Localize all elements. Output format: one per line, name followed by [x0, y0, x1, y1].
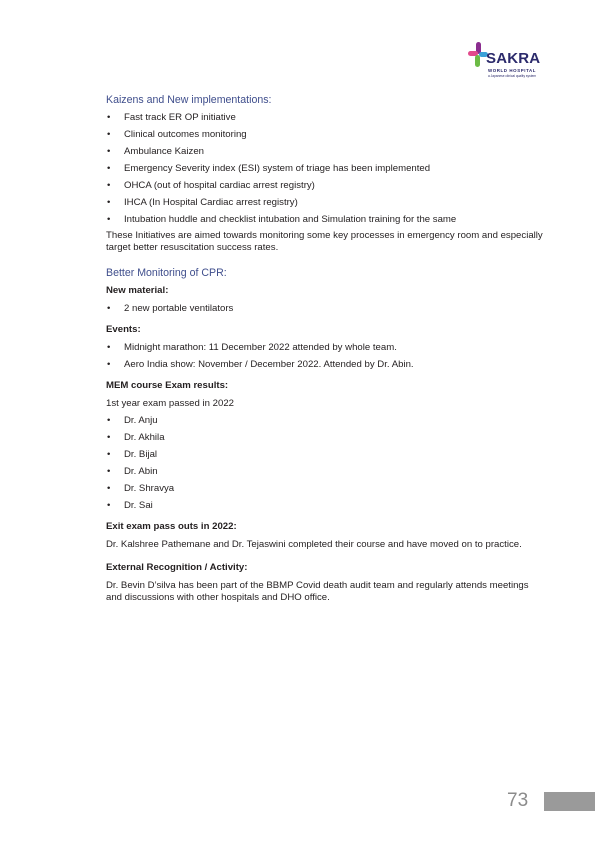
list-item: • IHCA (In Hospital Cardiac arrest registry)	[106, 197, 546, 209]
mem-list	[106, 415, 546, 512]
page-number-bar	[544, 792, 595, 811]
list-item: • Aero India show: November / December 2022. Attended by Dr. Abin.	[106, 359, 546, 371]
list-item: • Midnight marathon: 11 December 2022 attended by whole team.	[106, 342, 546, 354]
sakra-logo	[468, 40, 568, 84]
list-item: • Dr. Akhila	[106, 432, 546, 444]
kaizen-note: These Initiatives are aimed towards monitoring some key processes in emergency room and especially target better resuscitation success rates.	[106, 230, 543, 253]
cpr-title: Better Monitoring of CPR:	[106, 267, 227, 279]
list-item: • Ambulance Kaizen	[106, 146, 546, 158]
list-item: • Dr. Bijal	[106, 449, 546, 461]
list-item: • Dr. Shravya	[106, 483, 546, 495]
kaizen-title: Kaizens and New implementations:	[106, 94, 272, 106]
mem-heading: MEM course Exam results:	[106, 380, 229, 391]
list-item: • 2 new portable ventilators	[106, 303, 546, 315]
list-item: • Clinical outcomes monitoring	[106, 129, 546, 141]
page-content	[106, 94, 546, 604]
logo-name: SAKRA	[486, 50, 541, 67]
external-text: Dr. Bevin D’silva has been part of the BBMP Covid death audit team and regularly attends meetings and discussions with other hospitals and DHO office.	[106, 580, 529, 603]
plus-cross-icon	[468, 42, 488, 68]
new-material-heading: New material:	[106, 285, 169, 296]
events-list	[106, 342, 546, 371]
list-item: • Dr. Anju	[106, 415, 546, 427]
logo-tagline: a Japanese clinical quality system	[488, 74, 537, 78]
kaizen-list	[106, 112, 546, 226]
external-heading: External Recognition / Activity:	[106, 562, 248, 573]
exit-heading: Exit exam pass outs in 2022:	[106, 521, 237, 532]
list-item: • Dr. Sai	[106, 500, 546, 512]
logo-subtitle: WORLD HOSPITAL	[488, 68, 537, 73]
events-heading: Events:	[106, 324, 141, 335]
list-item: • Intubation huddle and checklist intubation and Simulation training for the same	[106, 214, 546, 226]
list-item: • OHCA (out of hospital cardiac arrest registry)	[106, 180, 546, 192]
exit-text: Dr. Kalshree Pathemane and Dr. Tejaswini completed their course and have moved on to practice.	[106, 539, 522, 550]
list-item: • Emergency Severity index (ESI) system of triage has been implemented	[106, 163, 546, 175]
list-item: • Fast track ER OP initiative	[106, 112, 546, 124]
page-number: 73	[507, 790, 529, 811]
new-material-list	[106, 303, 546, 315]
mem-intro: 1st year exam passed in 2022	[106, 398, 234, 409]
list-item: • Dr. Abin	[106, 466, 546, 478]
